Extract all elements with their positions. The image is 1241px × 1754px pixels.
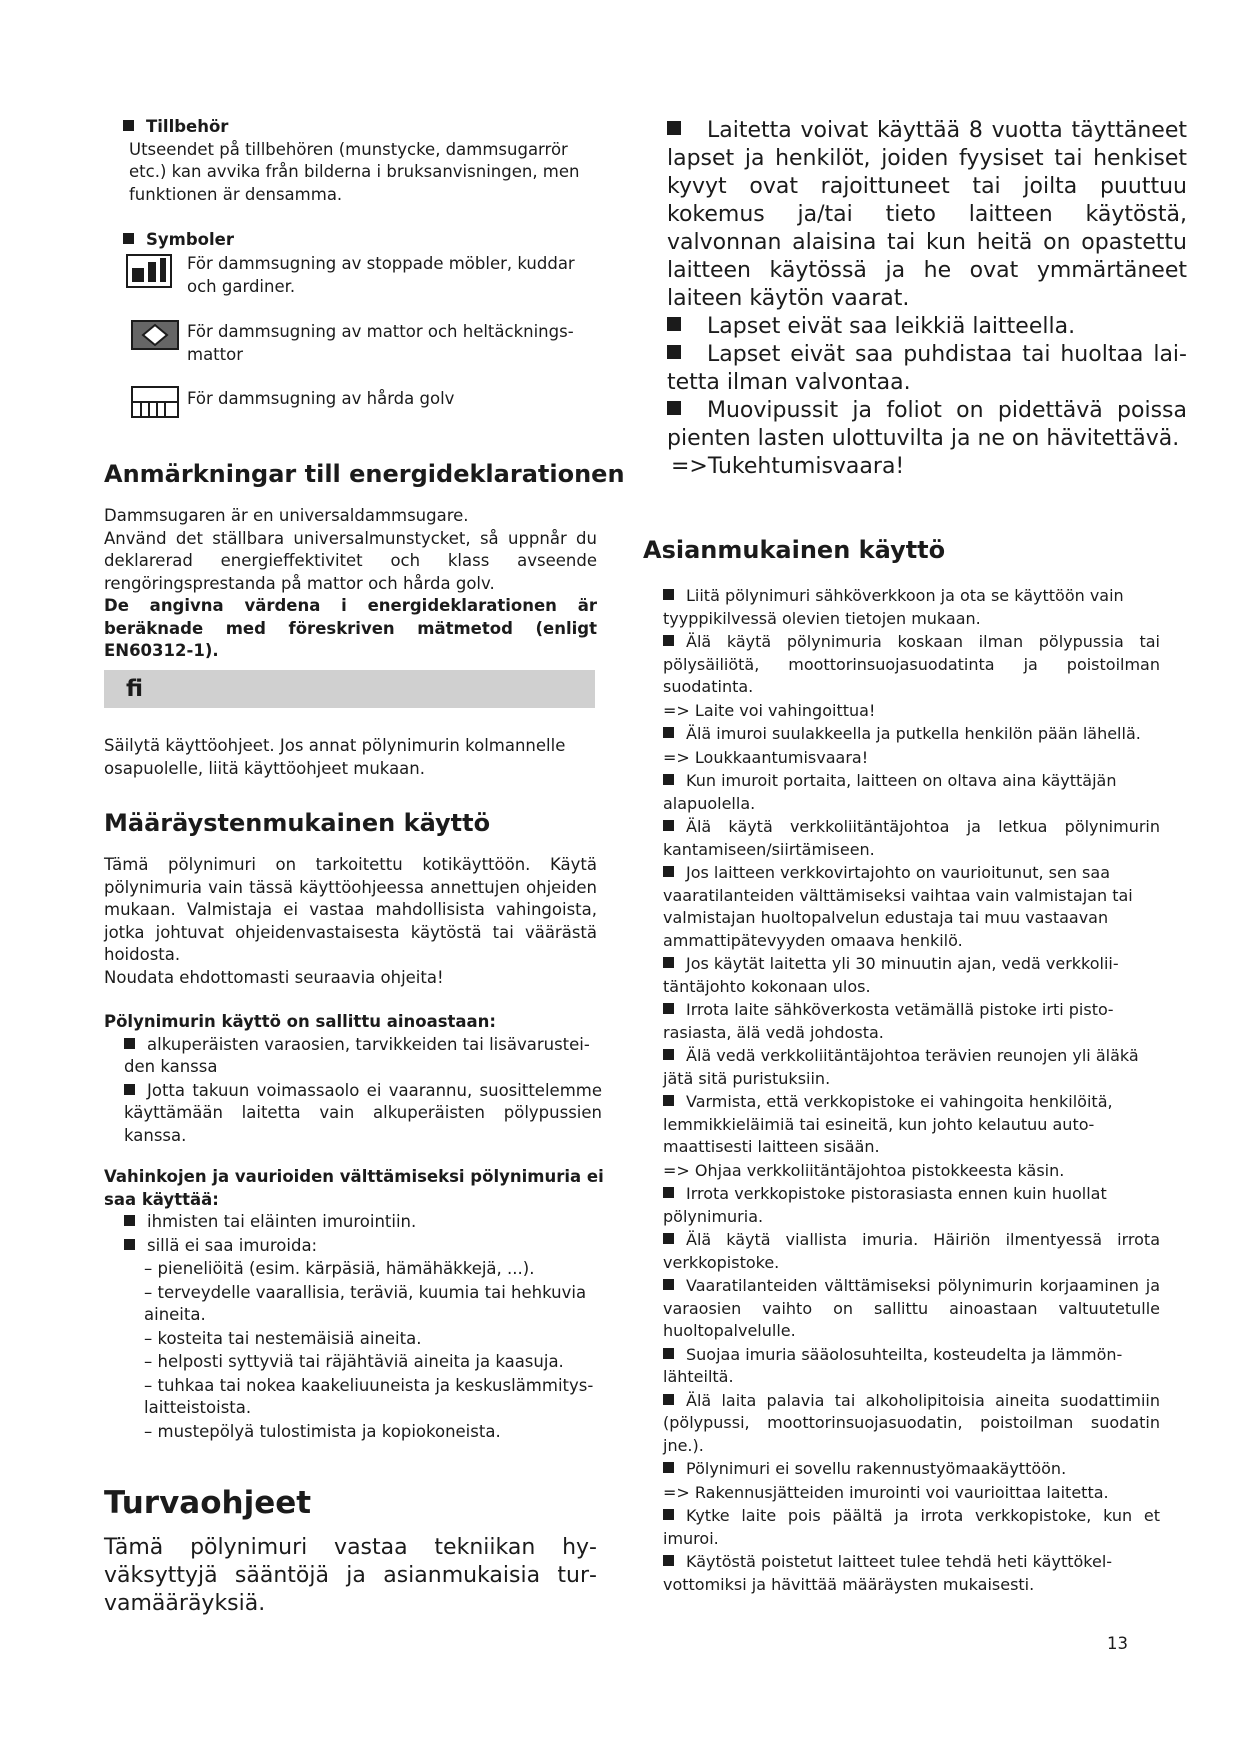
bullet-icon	[123, 233, 134, 244]
list-item: Kytke laite pois päältä ja irrota verkkopistoke, kun et imuroi.	[663, 1506, 1160, 1548]
bullet-icon	[663, 1555, 674, 1566]
list-item: Vaaratilanteiden välttämiseksi pölynimurin korjaaminen ja varaosien vaihto on sallittu ainoastaan valtuutetulle huoltopalvelulle.	[663, 1276, 1160, 1340]
large-list-item: Lapset eivät saa leikkiä laitteella.	[667, 313, 1187, 341]
maarays-p2: Noudata ehdottomasti seuraavia ohjeita!	[104, 967, 444, 987]
list-item: alkuperäisten varaosien, tarvikkeiden tai lisävarusteiden kanssa	[124, 1034, 590, 1076]
arrow-note: => Ohjaa verkkoliitäntäjohtoa pistokkeesta käsin.	[663, 1160, 1065, 1180]
symbol-upholstery-text: För dammsugning av stoppade möbler, kuddar och gardiner.	[187, 254, 575, 296]
turva-heading: Turvaohjeet	[104, 1485, 312, 1521]
list-item: Älä imuroi suulakkeella ja putkella henkilön pään lähellä.	[663, 723, 1160, 746]
energy-p2: Använd det ställbara universalmunstycket, så uppnår du deklarerad energieffektivitet och klass avseende rengöringsprestanda på mattor och hårda golv.	[104, 528, 597, 593]
bullet-icon	[667, 121, 681, 135]
bullet-icon	[663, 774, 674, 785]
maarays-body	[104, 854, 597, 989]
bullet-icon	[663, 1049, 674, 1060]
upholstery-nozzle-icon	[126, 254, 172, 288]
maarays-heading: Määräystenmukainen käyttö	[104, 809, 491, 837]
list-item: Kun imuroit portaita, laitteen on oltava aina käyttäjän alapuolella.	[663, 771, 1117, 813]
list-item: Jos laitteen verkkovirtajohto on vaurioitunut, sen saa vaaratilanteiden välttämiseksi vaihtaa vain valmistajan tai valmistajan huoltopalvelun edustaja tai muu vastaavan ammattipätevyyden omaava henkilö.	[663, 863, 1133, 950]
bullet-icon	[663, 1462, 674, 1473]
large-list-item: Laitetta voivat käyttää 8 vuotta täyttäneet lapset ja henkilöt, joiden fyysiset tai henkiset kyvyt ovat rajoittuneet tai joilta puuttuu kokemus ja/tai tieto laitteen käytöstä, valvonnan alaisina tai kun heitä on opastettu laitteen käytössä ja he ovat ymmärtäneet laiteen käytön vaarat.	[667, 118, 1187, 311]
list-item: Älä käytä pölynimuria koskaan ilman pölypussia tai pölysäiliötä, moottorinsuojasuodatinta ja poistoilman suodatinta.	[663, 632, 1160, 696]
bullet-icon	[663, 1394, 674, 1405]
energy-heading: Anmärkningar till energideklarationen	[104, 460, 625, 488]
turva-text: Tämä pölynimuri vastaa tekniikan hyväksyttyjä sääntöjä ja asianmukaisia turvamääräyksiä.	[104, 1535, 597, 1616]
list-item: Irrota laite sähköverkosta vetämällä pistoke irti pistorasiasta, älä vedä johdosta.	[663, 1000, 1114, 1042]
bullet-icon	[663, 1187, 674, 1198]
list-item: Pölynimuri ei sovellu rakennustyömaakäyttöön.	[663, 1458, 1160, 1481]
bullet-icon	[663, 1509, 674, 1520]
bullet-icon	[124, 1215, 135, 1226]
dash-item: – mustepölyä tulostimista ja kopiokoneista.	[144, 1421, 501, 1441]
hard-floor-nozzle-icon	[131, 386, 179, 418]
bullet-icon	[663, 866, 674, 877]
list-item: Älä käytä viallista imuria. Häiriön ilmentyessä irrota verkkopistoke.	[663, 1230, 1160, 1272]
list-item: Käytöstä poistetut laitteet tulee tehdä heti käyttökelvottomiksi ja hävittää määräysten mukaisesti.	[663, 1552, 1113, 1594]
bullet-icon	[123, 120, 134, 131]
forbidden-title: Vahinkojen ja vaurioiden välttämiseksi pölynimuria ei saa käyttää:	[104, 1167, 604, 1209]
symbol-hard-floor-text: För dammsugning av hårda golv	[187, 389, 455, 408]
dash-list	[104, 1258, 604, 1443]
arrow-note: => Laite voi vahingoittua!	[663, 700, 876, 720]
language-tab-label: fi	[126, 676, 144, 702]
tillbehor-text: Utseendet på tillbehören (munstycke, dammsugarrör etc.) kan avvika från bilderna i bruksanvisningen, men funktionen är densamma.	[129, 139, 580, 204]
asian-heading: Asianmukainen käyttö	[643, 536, 946, 564]
forbidden-section	[104, 1166, 624, 1444]
large-list-item: Lapset eivät saa puhdistaa tai huoltaa laitetta ilman valvontaa.	[667, 342, 1187, 395]
symboler-section	[123, 229, 603, 252]
symbol-carpet-text: För dammsugning av mattor och heltäckningsmattor	[187, 322, 574, 364]
list-item: sillä ei saa imuroida:	[104, 1235, 624, 1258]
energy-body	[104, 505, 597, 663]
bullet-icon	[663, 1233, 674, 1244]
list-item: Älä laita palavia tai alkoholipitoisia aineita suodattimiin (pölypussi, moottorinsuojasuodatin, poistoilman suodatin jne.).	[663, 1390, 1160, 1455]
carpet-nozzle-icon	[131, 320, 179, 350]
asian-list	[663, 585, 1160, 1597]
symboler-title: Symboler	[146, 230, 234, 249]
dash-item: – kosteita tai nestemäisiä aineita.	[144, 1328, 422, 1348]
list-item: Jotta takuun voimassaolo ei vaarannu, suosittelemme käyttämään laitetta vain alkuperäisten pölypussien kanssa.	[124, 1080, 602, 1145]
tillbehor-title: Tillbehör	[146, 117, 229, 136]
bullet-icon	[663, 1348, 674, 1359]
maarays-p1: Tämä pölynimuri on tarkoitettu kotikäyttöön. Käytä pölynimuria vain tässä käyttöohjeessa annettujen ohjeiden mukaan. Valmistaja ei vastaa mahdollisista vahingoista, jotka johtuvat ohjeidenvastaisesta käytöstä tai väärästä hoidosta.	[104, 855, 597, 964]
dash-item: – pieneliöitä (esim. kärpäsiä, hämähäkkejä, ...).	[144, 1259, 535, 1278]
bullet-icon	[667, 317, 681, 331]
arrow-note: => Rakennusjätteiden imurointi voi vaurioittaa laitetta.	[663, 1482, 1109, 1502]
large-warning-list	[667, 117, 1187, 481]
dash-item: – helposti syttyviä tai räjähtäviä aineita ja kaasuja.	[144, 1352, 564, 1371]
language-tab-bar	[104, 670, 595, 708]
allowed-title: Pölynimurin käyttö on sallittu ainoastaan:	[104, 1012, 497, 1031]
list-item: Älä käytä verkkoliitäntäjohtoa ja letkua pölynimurin kantamiseen/siirtämiseen.	[663, 817, 1160, 859]
list-item: Liitä pölynimuri sähköverkkoon ja ota se käyttöön vain tyyppikilvessä olevien tietojen mukaan.	[663, 586, 1124, 628]
list-item: Irrota verkkopistoke pistorasiasta ennen kuin huollat pölynimuria.	[663, 1184, 1107, 1226]
bullet-icon	[663, 727, 674, 738]
energy-p1: Dammsugaren är en universaldammsugare.	[104, 506, 469, 525]
bullet-icon	[124, 1038, 135, 1049]
list-item: Varmista, että verkkopistoke ei vahingoita henkilöitä, lemmikkieläimiä tai esineitä, kun johto kelautuu automaattisesti laitteen sisään.	[663, 1092, 1113, 1156]
list-item: Älä vedä verkkoliitäntäjohtoa terävien reunojen yli äläkä jätä sitä puristuksiin.	[663, 1046, 1139, 1088]
list-item: Jos käytät laitetta yli 30 minuutin ajan, vedä verkkoliitäntäjohto kokonaan ulos.	[663, 954, 1119, 996]
bullet-icon	[663, 1279, 674, 1290]
page-number: 13	[1107, 1634, 1128, 1653]
intro-text: Säilytä käyttöohjeet. Jos annat pölynimurin kolmannelle osapuolelle, liitä käyttöohjeet mukaan.	[104, 736, 566, 778]
bullet-icon	[663, 635, 674, 646]
bullet-icon	[124, 1084, 135, 1095]
list-item: ihmisten tai eläinten imurointiin.	[104, 1211, 624, 1234]
bullet-icon	[663, 957, 674, 968]
bullet-icon	[663, 589, 674, 600]
bullet-icon	[663, 1095, 674, 1106]
tillbehor-section	[123, 116, 603, 206]
allowed-section	[104, 1011, 624, 1148]
bullet-icon	[663, 820, 674, 831]
bullet-icon	[663, 1003, 674, 1014]
large-list-item: Muovipussit ja foliot on pidettävä poissa pienten lasten ulottuvilta ja ne on hävitettävä.	[667, 398, 1187, 451]
bullet-icon	[667, 401, 681, 415]
large-arrow-note: =>Tukehtumisvaara!	[671, 454, 905, 479]
bullet-icon	[667, 345, 681, 359]
list-item: Suojaa imuria sääolosuhteilta, kosteudelta ja lämmönlähteiltä.	[663, 1344, 1123, 1386]
dash-item: – tuhkaa tai nokea kaakeliuuneista ja keskuslämmityslaitteistoista.	[144, 1375, 594, 1417]
dash-item: – terveydelle vaarallisia, teräviä, kuumia tai hehkuvia aineita.	[144, 1282, 587, 1324]
arrow-note: => Loukkaantumisvaara!	[663, 747, 869, 767]
bullet-icon	[124, 1239, 135, 1250]
energy-p3: De angivna värdena i energideklarationen är beräknade med föreskriven mätmetod (enligt EN60312-1).	[104, 596, 597, 660]
